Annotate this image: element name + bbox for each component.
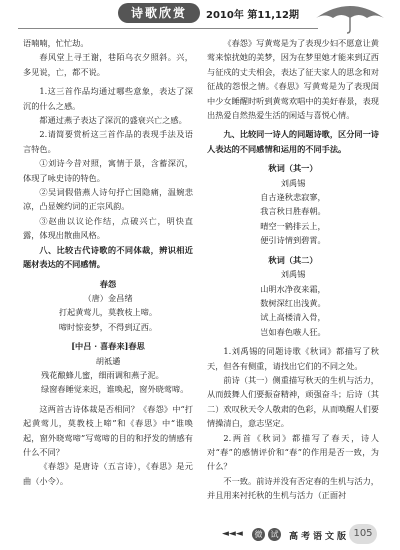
paragraph: 《春怨》写黄莺是为了表现少妇不愿意让黄莺来惊扰她的美梦，因为在梦里她才能来到辽西与征戍的丈夫相会，表达了征夫家人的思念和对征战的怨恨之情。《春思》写黄莺是为了表现闺中少女睡醒时听到黄莺欢唱中的美好春景，表现出热爱自然热爱生活的闲适与喜悦心情。 [207, 38, 379, 121]
arrows-icon: ◄◄◄ [222, 529, 243, 539]
right-column [207, 36, 379, 503]
poem-line: 我言秋日胜春朝。 [260, 206, 326, 217]
section-heading: 春怨 [99, 278, 117, 289]
poem-line: 绿窗春睡觉来迟，谁唤起，窗外晓莺啼。 [41, 384, 189, 395]
poem-line: 啼时惊妾梦，不得到辽西。 [58, 321, 158, 332]
section-heading: 秋词（其二） [268, 254, 318, 265]
page-header [0, 0, 400, 28]
paragraph: 《春怨》是唐诗（五言诗），《春思》是元曲（小令）。 [23, 461, 193, 486]
poem-line: 山明水净夜来霜， [260, 283, 326, 294]
poem-line: 便引诗情到碧霄。 [260, 235, 326, 246]
left-column [23, 36, 193, 488]
paragraph: 2.请简要赏析这三首作品的表现手法及语言特色。 [23, 129, 193, 154]
paragraph: ①刘诗今昔对照，寓情于景，含蓄深沉，体现了咏史诗的特色。 [23, 158, 193, 183]
paragraph: 前诗（其一）侧重描写秋天的生机与活力，从而鼓舞人们要振奋精神，顽强奋斗；后诗（其二）欢叹秋天令人敬肃的色彩，从而唤醒人们要情操清白，意志坚定。 [207, 374, 379, 429]
poem-line: 刘禹锡 [280, 269, 306, 280]
paragraph: 语喃喃，忙忙劫。 [23, 38, 89, 48]
umbrella-icon [312, 0, 388, 34]
page-number: 105 [349, 524, 377, 544]
issue-number: 2010年 第11,12期 [206, 10, 299, 21]
poem-line: 数树深红出浅黄。 [260, 297, 326, 308]
section-heading: 八、比较古代诗歌的不同体裁，辨识相近题材表达的不同感情。 [23, 244, 193, 270]
paragraph: ③赵曲以议论作结，点破兴亡，明快直露，体现出散曲风格。 [23, 215, 193, 241]
page-footer [0, 522, 400, 550]
badge-shi: 试 [268, 528, 281, 541]
section-heading: 秋词（其一） [268, 163, 318, 174]
paragraph: 1.刘禹锡的同题诗歌《秋词》都描写了秋天，但各有侧重，请找出它们的不同之处。 [207, 346, 379, 371]
poem-line: 自古逢秋悲寂寥， [260, 192, 326, 203]
badge-wei: 微 [252, 528, 265, 541]
magazine-title: 高考语文版 [289, 532, 350, 542]
poem-line: 晴空一鹤排云上， [260, 220, 326, 231]
paragraph: ②吴词假借燕人诗句抒亡国隐痛，温婉悲凉，凸显婉约词的正宗风韵。 [23, 187, 193, 212]
paragraph: 这两首古诗体裁是否相同？《春怨》中“打起黄莺儿，莫教枝上啼”和《春思》中“谁唤起，窗外晓莺啼”写莺啼的目的和抒发的情感有什么不同？ [23, 403, 193, 457]
section-heading: 九、比较同一诗人的同题诗歌，区分同一诗人表达的不同感情和运用的不同手法。 [207, 129, 379, 154]
poem-line: 残花酿蜂儿蜜，细雨调和燕子泥。 [41, 369, 164, 380]
poem-line: 岂如春色嗾人狂。 [260, 326, 326, 337]
column-logo: 诗歌欣赏 [118, 3, 200, 23]
paragraph: 2.两首《秋词》都描写了春天，诗人对“春”的感情评价和“春”的作用是否一致，为什么？ [207, 432, 379, 472]
paragraph: 1.这三首作品均通过哪些意象，表达了深沉的什么之感。 [23, 86, 193, 111]
paragraph: 都通过燕子表达了深沉的盛衰兴亡之感。 [39, 115, 187, 126]
paragraph: 春风堂上寻王谢，巷陌乌衣夕照斜。兴，多见说，亡，都不说。 [23, 52, 193, 77]
paragraph: 不一致。前诗并没有否定春的生机与活力，并且用来衬托秋的生机与活力（正面衬 [207, 475, 379, 501]
poem-line: 胡祗遹 [95, 355, 121, 366]
poem-line: （唐）金昌绪 [83, 292, 133, 303]
poem-line: 打起黄莺儿，莫教枝上啼。 [58, 307, 158, 318]
poem-line: 试上高楼清入骨， [260, 312, 326, 323]
header-rule [18, 28, 318, 29]
poem-line: 刘禹锡 [280, 177, 306, 188]
section-heading: [中吕 · 喜春来]春思 [71, 341, 145, 352]
